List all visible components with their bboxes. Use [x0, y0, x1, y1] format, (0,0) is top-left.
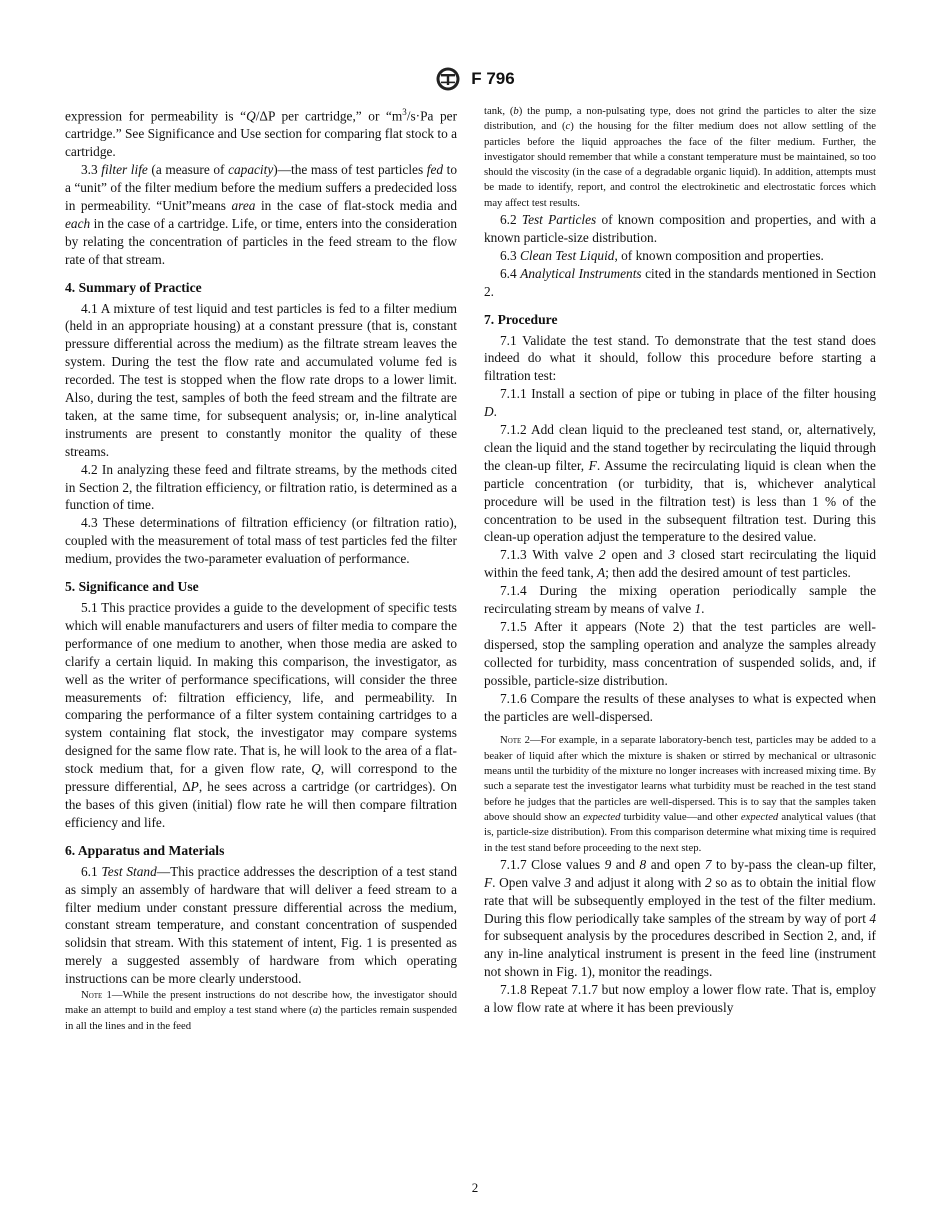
section-heading-5: 5. Significance and Use — [65, 579, 199, 595]
paragraph-4-2: 4.2 In analyzing these feed and filtrate streams, by the methods cited in Section 2, the filtration efficiency, or filtration ratio, is determined as a function of time. — [65, 461, 457, 513]
page-number: 2 — [471, 1180, 479, 1195]
paragraph-7-1-8: 7.1.8 Repeat 7.1.7 but now employ a lower flow rate. That is, employ a low flow rate at where it has been previously — [484, 982, 876, 1016]
paragraph-4-1: 4.1 A mixture of test liquid and test particles is fed to a filter medium (held in an appropriate housing) at a constant pressure (that is, constant pressure differential across the medium) as the filtrate stream leaves the system. During the test the flow rate and accumulated volume fed is recorded. The test is stopped when the flow rate drops to a lower limit. Also, during the test, samples of both the feed stream and the filtrate are taken, at the same time, for subsequent analysis; or, in-line analytical instruments are present to constantly monitor the quality of these streams. — [65, 300, 457, 459]
note-1-continuation: tank, (b) the pump, a non-pulsating type, does not grind the particles to alter the size distribution, and (c) the housing for the filter medium does not allow settling of the particles before the liquid approaches the face of the filter medium. Further, the investigator should remember that while a constant temperature must be maintained, so too should the viscosity (in the case of a degradable organic liquid). In addition, attempts must be made to identify, report, and control the electrokinetic and electrostatic forces which may affect test results. — [484, 105, 876, 209]
paragraph-7-1-1: 7.1.1 Install a section of pipe or tubing in place of the filter housing D. — [484, 386, 876, 420]
note-2: Note 2—For example, in a separate laboratory-bench test, particles may be added to a beaker of liquid after which the mixture is shaken or stirred by mechanical or ultrasonic means until the turbidity of the mixture no longer increases with increased mixing time. By such a separate test the investigator learns what turbidity must be reached in the test stand before he judges that the particles are well-dispersed. This is to say that the samples taken above should show an expected turbidity value—and other expected analytical values (that is, particle-size distribution). From this comparison determine what mixing time is required in the test stand before proceeding to the next step. — [484, 734, 877, 854]
paragraph-7-1-3: 7.1.3 With valve 2 open and 3 closed start recirculating the liquid within the feed tank, A; then add the desired amount of test particles. — [484, 547, 877, 581]
paragraph-6-2: 6.2 Test Particles of known composition and properties, and with a known particle-size distribution. — [484, 212, 877, 245]
section-heading-4: 4. Summary of Practice — [65, 279, 202, 295]
paragraph-5-1: 5.1 This practice provides a guide to the development of specific tests which will enable manufacturers and users of filter media to compare the performance of one medium to another, when those media are asked to clarify a certain liquid. In making this comparison, the investigator, as well as the writer of performance specifications, will consider the three measurements of: filtration efficiency, life, and permeability. In comparing the performance of a filter system containing cartridges to a system containing flat stock, the investigator may compare systems designed for the same flow rate. That is, he will look to the area of a flat-stock medium that, for a given flow rate, Q, will correspond to the pressure differential, ΔP, he sees across a cartridge (or cartridges). On the bases of this given (initial) flow rate he will then compare filtration efficiency and life. — [65, 600, 458, 830]
left-column — [65, 104, 457, 1034]
paragraph-7-1: 7.1 Validate the test stand. To demonstrate that the test stand does indeed do what it should, follow this procedure before starting a filtration test: — [484, 332, 876, 384]
paragraph-7-1-5: 7.1.5 After it appears (Note 2) that the test particles are well-dispersed, stop the sampling operation and analyze the samples already collected for turbidity, mass concentration of suspended solids, and, if possible, particle-size distribution. — [484, 619, 876, 688]
paragraph-7-1-7: 7.1.7 Close values 9 and 8 and open 7 to by-pass the clean-up filter, F. Open valve 3 and adjust it along with 2 so as to obtain the initial flow rate that will be subsequently employed in the test of the filter medium. During this flow periodically take samples of the stream by way of port 4 for subsequent analysis by the procedures described in Section 2, and, if any in-line analytical instrument is present in the feed line (instrument not shown in Fig. 1), monitor the readings. — [484, 856, 877, 980]
page-header — [0, 66, 950, 92]
paragraph-3-2-continuation: expression for permeability is “Q/ΔP per cartridge,” or “$m^3/s\cdot Pa$ per cartridge.” See Significance and Use section for comparing flat stock to a cartridge. — [65, 107, 458, 160]
standard-designation: F 796 — [471, 69, 515, 88]
astm-logo-icon — [435, 66, 461, 92]
paragraph-6-3: 6.3 Clean Test Liquid, of known composition and properties. — [500, 247, 824, 263]
paragraph-7-1-4: 7.1.4 During the mixing operation periodically sample the recirculating stream by means of valve 1. — [484, 583, 876, 617]
section-heading-7: 7. Procedure — [484, 311, 558, 327]
paragraph-4-3: 4.3 These determinations of filtration efficiency (or filtration ratio), coupled with the measurement of total mass of test particles fed the filter medium, provides the two-parameter evaluation of performance. — [65, 515, 457, 567]
paragraph-6-4: 6.4 Analytical Instruments cited in the standards mentioned in Section 2. — [484, 265, 876, 299]
paragraph-7-1-2: 7.1.2 Add clean liquid to the precleaned test stand, or, alternatively, clean the liquid and the stand together by recirculating the liquid through the clean-up filter, F. Assume the recirculating liquid is clean when the particle concentration (or turbidity, that is, whichever analytical procedure will be used in the filtration test) is less than 1 % of the concentration to be used in the subsequent filtration test. During this clean-up operation adjust the temperature to the desired value. — [484, 422, 876, 545]
paragraph-6-1: 6.1 Test Stand—This practice addresses the description of a test stand as simply an assembly of hardware that will deliver a feed stream to a filter medium under constant pressure differential across the medium, constant stream temperature, and constant concentration of suspended solidsin that stream. With this statement of intent, Fig. 1 is presented as merely a suggested assembly of hardware from which operating instructions can be more clearly understood. — [65, 863, 458, 987]
note-1: Note 1—While the present instructions do not describe how, the investigator should make an attempt to build and employ a test stand where (a) the particles remain suspended in all the lines and in the feed — [65, 989, 457, 1032]
paragraph-7-1-6: 7.1.6 Compare the results of these analyses to what is expected when the particles are well-dispersed. — [484, 690, 876, 724]
right-column — [484, 104, 876, 1017]
paragraph-3-3: 3.3 filter life (a measure of capacity)—the mass of test particles fed to a “unit” of the filter medium before the medium suffers a predecided loss in permeability. “Unit”means area in the case of flat-stock media and each in the case of a cartridge. Life, or time, enters into the consideration by relating the concentration of particles in the feed stream to the flow rate of that stream. — [65, 162, 458, 267]
section-heading-6: 6. Apparatus and Materials — [65, 842, 225, 858]
